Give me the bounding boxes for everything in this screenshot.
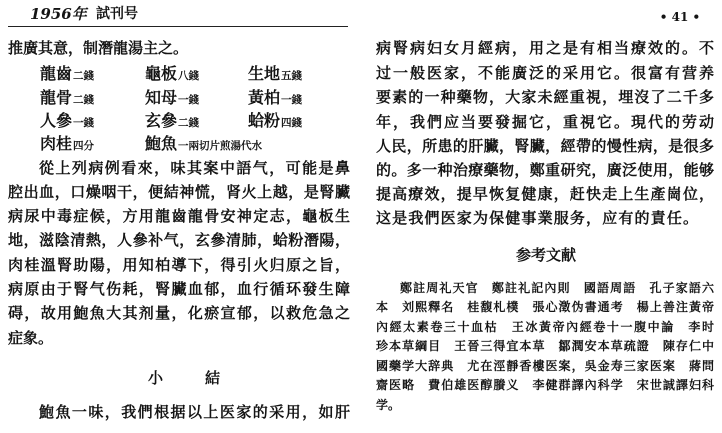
ingredient-name: 肉桂 [40, 134, 73, 153]
ingredient-dose: 一錢 [281, 94, 303, 106]
body-line: 病尿中毒症候，方用龍齒龍骨安神定志，龜板生 [8, 207, 350, 225]
body-line: 鮑魚一味，我們根据以上医家的采用，如肝 [39, 403, 350, 421]
body-line: 提高療效，提早恢复健康，赶快走上生產崗位， [376, 185, 714, 203]
ingredient-name: 蛤粉 [248, 111, 281, 130]
body-line: 年，我們应当要發掘它，重視它。現代的劳动 [376, 113, 714, 131]
ingredient [145, 62, 199, 88]
ingredient-dose: 一錢 [178, 94, 200, 106]
ingredient-name: 龍骨 [40, 88, 73, 107]
body-line: 肉桂溫腎助陽，用知柏導下，得引火归原之旨， [8, 256, 350, 274]
body-line: 腔出血，口燥咽干，便結神慌，肾火上越，是腎臟 [8, 183, 350, 201]
body-line: 过一般医家，不能廣泛的采用它。很富有营养 [376, 64, 714, 82]
ingredient [145, 132, 262, 158]
body-line: 症象。 [8, 329, 54, 347]
ingredient-name: 鮑魚 [145, 134, 178, 153]
reference-line: 本 刘熙釋名 桂馥札樸 張心澂伪書通考 楊上善注黃帝 [376, 300, 714, 314]
references-title: 参考文献 [515, 246, 576, 264]
ingredient-name: 玄參 [145, 111, 178, 130]
ingredient-dose: 八錢 [178, 70, 200, 82]
body-line: 的。多一种治療藥物，鄭重研究，廣泛使用，能够 [376, 161, 714, 179]
body-line: 人民，所患的肝臟，腎臟，經帶的慢性病，是很多 [376, 137, 714, 155]
page-number: • 41 • [659, 10, 701, 24]
ingredient-dose: 二錢 [73, 94, 95, 106]
ingredient-dose: 五錢 [281, 70, 303, 82]
body-line: 病腎病妇女月經病，用之是有相当療效的。不 [376, 39, 714, 57]
right-column [376, 0, 714, 433]
body-line: 從上列病例看來，味其案中語气，可能是鼻 [39, 159, 350, 177]
section-title: 小結 [148, 369, 220, 387]
ingredient-dose: 一兩切片煎湯代水 [178, 140, 263, 152]
journal-issue: 試刊号 [96, 6, 138, 22]
formula-row [8, 62, 350, 86]
left-column [8, 0, 350, 433]
body-line: 这是我們医家为保健事業服务，应有的責任。 [376, 209, 698, 227]
reference-line: 鄭註周礼天官 鄭註礼記內則 國語周語 孔子家語六 [400, 281, 714, 295]
formula-row [8, 109, 350, 133]
body-line: 碍，故用鮑魚大其剂量，化瘀宣郁，以救危急之 [8, 304, 350, 322]
reference-line: 珍本草綱目 王晉三得宜本草 鄒潤安本草疏證 陳存仁中 [376, 339, 714, 353]
ingredient [248, 62, 302, 88]
reference-line: 齋医略 費伯雄医醇賸义 李健群譯內科学 宋世誠譯妇科 [376, 378, 714, 392]
ingredient-dose: 四錢 [281, 117, 303, 129]
ingredient-name: 生地 [248, 64, 281, 83]
journal-year: 1956年 [30, 5, 87, 23]
ingredient [40, 132, 94, 158]
reference-line: 学。 [376, 398, 401, 412]
reference-line: 國藥学大辞典 尤在涇靜香樓医案，吳金寿三家医案 蔣問 [376, 359, 714, 373]
ingredient [40, 62, 94, 88]
ingredient-dose: 二錢 [73, 70, 95, 82]
formula-row [8, 132, 350, 156]
reference-line: 內經太素卷三十血枯 王冰黃帝內經卷十一腹中論 李时 [376, 320, 714, 334]
ingredient-dose: 一錢 [73, 117, 95, 129]
ingredient-name: 龍齒 [40, 64, 73, 83]
formula-row [8, 86, 350, 110]
body-line: 地，滋陰清熱，人參补气，玄參清肺，蛤粉潛陽， [8, 231, 350, 249]
ingredient-name: 人參 [40, 111, 73, 130]
body-line: 病原由于腎气伤耗，腎臟血郁，血行循环發生障 [8, 280, 350, 298]
ingredient-name: 龜板 [145, 64, 178, 83]
ingredient-name: 黃柏 [248, 88, 281, 107]
ingredient-dose: 二錢 [178, 117, 200, 129]
ingredient-name: 知母 [145, 88, 178, 107]
intro-line: 推廣其意，制潛龍湯主之。 [8, 39, 189, 57]
ingredient-dose: 四分 [73, 140, 95, 152]
body-line: 要素的一种藥物，大家未經重視，埋沒了二千多 [376, 88, 714, 106]
